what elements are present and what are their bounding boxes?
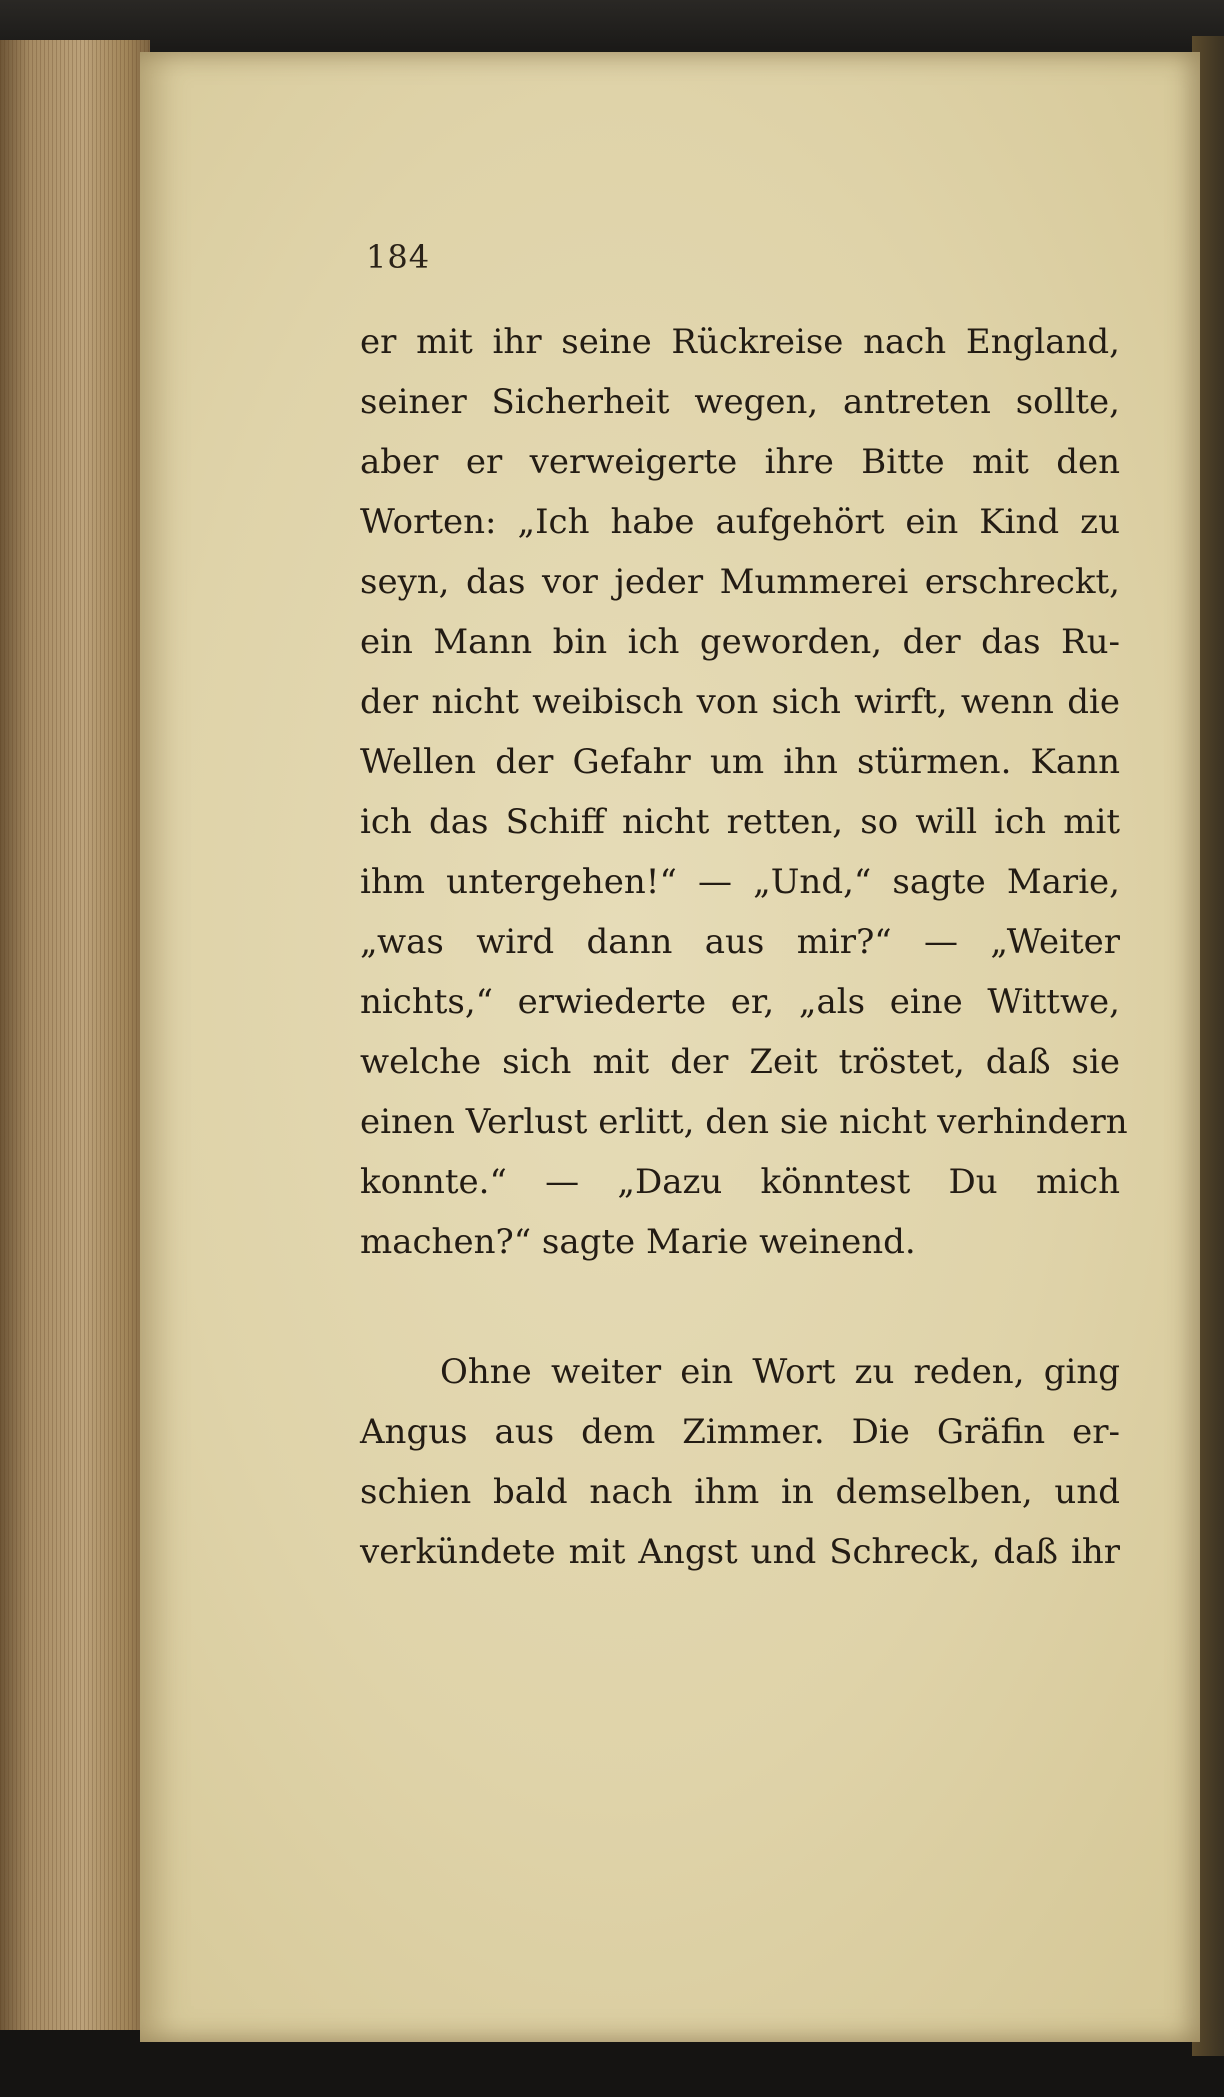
text-line: konnte.“ — „Dazu könntest Du mich — [360, 1162, 1120, 1202]
text-line: schien bald nach ihm in demselben, und — [360, 1472, 1120, 1512]
text-line: ein Mann bin ich geworden, der das Ru- — [360, 622, 1120, 662]
text-line: der nicht weibisch von sich wirft, wenn die — [360, 682, 1120, 722]
page-number: 184 — [366, 238, 431, 276]
text-line: er mit ihr seine Rückreise nach England, — [360, 322, 1120, 362]
text-line: aber er verweigerte ihre Bitte mit den — [360, 442, 1120, 482]
text-line: Angus aus dem Zimmer. Die Gräfin er- — [360, 1412, 1120, 1452]
text-line: Ohne weiter ein Wort zu reden, ging — [440, 1352, 1120, 1392]
text-line: seyn, das vor jeder Mummerei erschreckt, — [360, 562, 1120, 602]
text-line: Worten: „Ich habe aufgehört ein Kind zu — [360, 502, 1120, 542]
text-line: verkündete mit Angst und Schreck, daß ihr — [360, 1532, 1120, 1572]
page-block-edges — [0, 40, 150, 2030]
text-line: ihm untergehen!“ — „Und,“ sagte Marie, — [360, 862, 1120, 902]
text-line: einen Verlust erlitt, den sie nicht verhindern — [360, 1102, 1128, 1142]
text-line: „was wird dann aus mir?“ — „Weiter — [360, 922, 1120, 962]
text-line: nichts,“ erwiederte er, „als eine Wittwe, — [360, 982, 1120, 1022]
book-cover-top-edge — [0, 0, 1224, 52]
text-line: Wellen der Gefahr um ihn stürmen. Kann — [360, 742, 1120, 782]
text-line: seiner Sicherheit wegen, antreten sollte, — [360, 382, 1120, 422]
text-line: welche sich mit der Zeit tröstet, daß sie — [360, 1042, 1120, 1082]
text-line: ich das Schiff nicht retten, so will ich mit — [360, 802, 1120, 842]
text-line: machen?“ sagte Marie weinend. — [360, 1222, 916, 1262]
